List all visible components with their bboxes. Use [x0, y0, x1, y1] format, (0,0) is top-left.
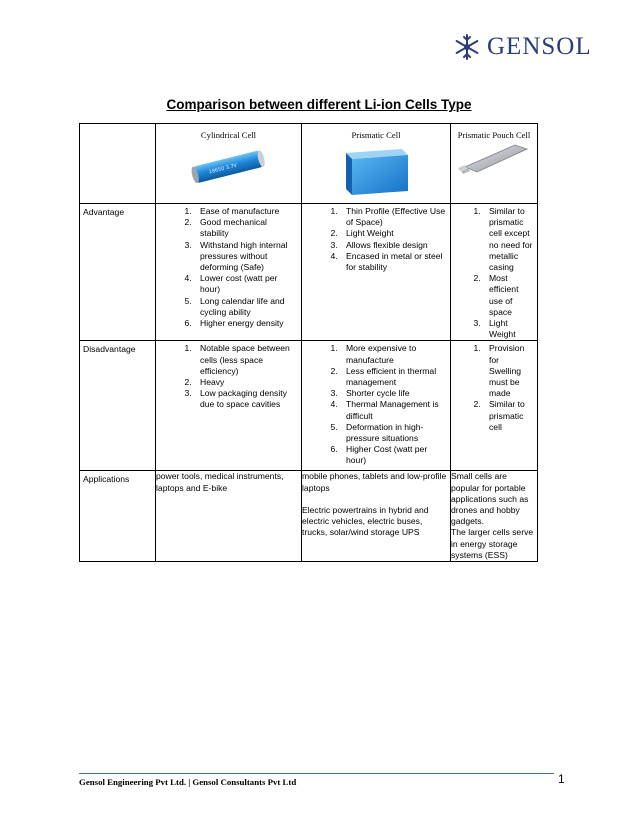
disadvantage-cylindrical-cell — [156, 341, 302, 471]
list-item: 4. Lower cost (watt per hour) — [194, 273, 297, 295]
list-item: 3. Shorter cycle life — [340, 388, 446, 399]
disadvantage-cylindrical-list — [156, 343, 301, 410]
list-item: 3. Low packaging density due to space cavities — [194, 388, 297, 410]
cylindrical-cell-image — [188, 149, 270, 183]
list-item: 3. Light Weight — [483, 318, 533, 340]
applications-text: power tools, medical instruments, laptops and E-bike — [156, 471, 284, 493]
list-item: 1. Similar to prismatic cell except no need for metallic casing — [483, 206, 533, 273]
header-prismatic — [302, 124, 451, 204]
header-label: Cylindrical Cell — [200, 130, 257, 140]
header-pouch — [451, 124, 538, 204]
applications-text: mobile phones, tablets and low-profile laptops — [302, 471, 447, 493]
advantage-prismatic-cell — [302, 204, 451, 341]
row-label-disadvantage: Disadvantage — [80, 341, 156, 471]
page-footer — [79, 773, 554, 787]
disadvantage-pouch-list — [451, 343, 537, 433]
disadvantage-prismatic-list — [302, 343, 450, 466]
applications-row — [80, 471, 538, 562]
list-item: 5. Deformation in high-pressure situations — [340, 422, 446, 444]
header-label: Prismatic Cell — [351, 130, 401, 140]
document-title: Comparison between different Li-ion Cells Type — [166, 97, 472, 112]
list-item: 1. Ease of manufacture — [194, 206, 297, 217]
comparison-table — [79, 123, 538, 562]
advantage-cylindrical-cell — [156, 204, 302, 341]
applications-text: Electric powertrains in hybrid and electric vehicles, electric buses, trucks, solar/wind storage UPS — [302, 504, 429, 538]
advantage-prismatic-list — [302, 206, 450, 273]
pouch-cell-image — [455, 141, 533, 175]
applications-pouch-cell — [451, 471, 538, 562]
header-label: Prismatic Pouch Cell — [457, 130, 531, 140]
list-item: 3. Allows flexible design — [340, 240, 446, 251]
list-item: 2. Good mechanical stability — [194, 217, 297, 239]
list-item: 1. Thin Profile (Effective Use of Space) — [340, 206, 446, 228]
list-item: 5. Long calendar life and cycling ability — [194, 296, 297, 318]
applications-text: Small cells are popular for portable applications such as drones and hobby gadgets. — [451, 471, 529, 527]
list-item: 2. Heavy — [194, 377, 297, 388]
advantage-row — [80, 204, 538, 341]
footer-company: Gensol Engineering Pvt Ltd. | Gensol Consultants Pvt Ltd — [79, 777, 297, 787]
gensol-snowflake-icon — [452, 32, 482, 62]
logo-text: GENSOL — [487, 33, 592, 60]
disadvantage-pouch-cell — [451, 341, 538, 471]
list-item: 1. More expensive to manufacture — [340, 343, 446, 365]
list-item: 2. Light Weight — [340, 228, 446, 239]
list-item: 4. Encased in metal or steel for stability — [340, 251, 446, 273]
gensol-logo — [452, 27, 592, 67]
page-number: 1 — [558, 772, 565, 786]
header-cylindrical — [156, 124, 302, 204]
applications-cylindrical-cell — [156, 471, 302, 562]
empty-corner-cell — [80, 124, 156, 204]
disadvantage-prismatic-cell — [302, 341, 451, 471]
list-item: 2. Less efficient in thermal management — [340, 366, 446, 388]
applications-text: The larger cells serve in energy storage systems (ESS) — [451, 527, 534, 560]
applications-prismatic-cell — [302, 471, 451, 562]
list-item: 1. Notable space between cells (less space efficiency) — [194, 343, 297, 377]
list-item: 1. Provision for Swelling must be made — [483, 343, 533, 399]
list-item: 4. Thermal Management is difficult — [340, 399, 446, 421]
list-item: 2. Similar to prismatic cell — [483, 399, 533, 433]
list-item: 6. Higher energy density — [194, 318, 297, 329]
advantage-cylindrical-list — [156, 206, 301, 329]
advantage-pouch-list — [451, 206, 537, 340]
header-row — [80, 124, 538, 204]
row-label-advantage: Advantage — [80, 204, 156, 341]
row-label-applications: Applications — [80, 471, 156, 562]
disadvantage-row — [80, 341, 538, 471]
list-item: 2. Most efficient use of space — [483, 273, 533, 318]
list-item: 6. Higher Cost (watt per hour) — [340, 444, 446, 466]
svg-text:18650 3.7V: 18650 3.7V — [207, 162, 238, 176]
advantage-pouch-cell — [451, 204, 538, 341]
prismatic-cell-image — [340, 147, 412, 197]
list-item: 3. Withstand high internal pressures without deforming (Safe) — [194, 240, 297, 274]
